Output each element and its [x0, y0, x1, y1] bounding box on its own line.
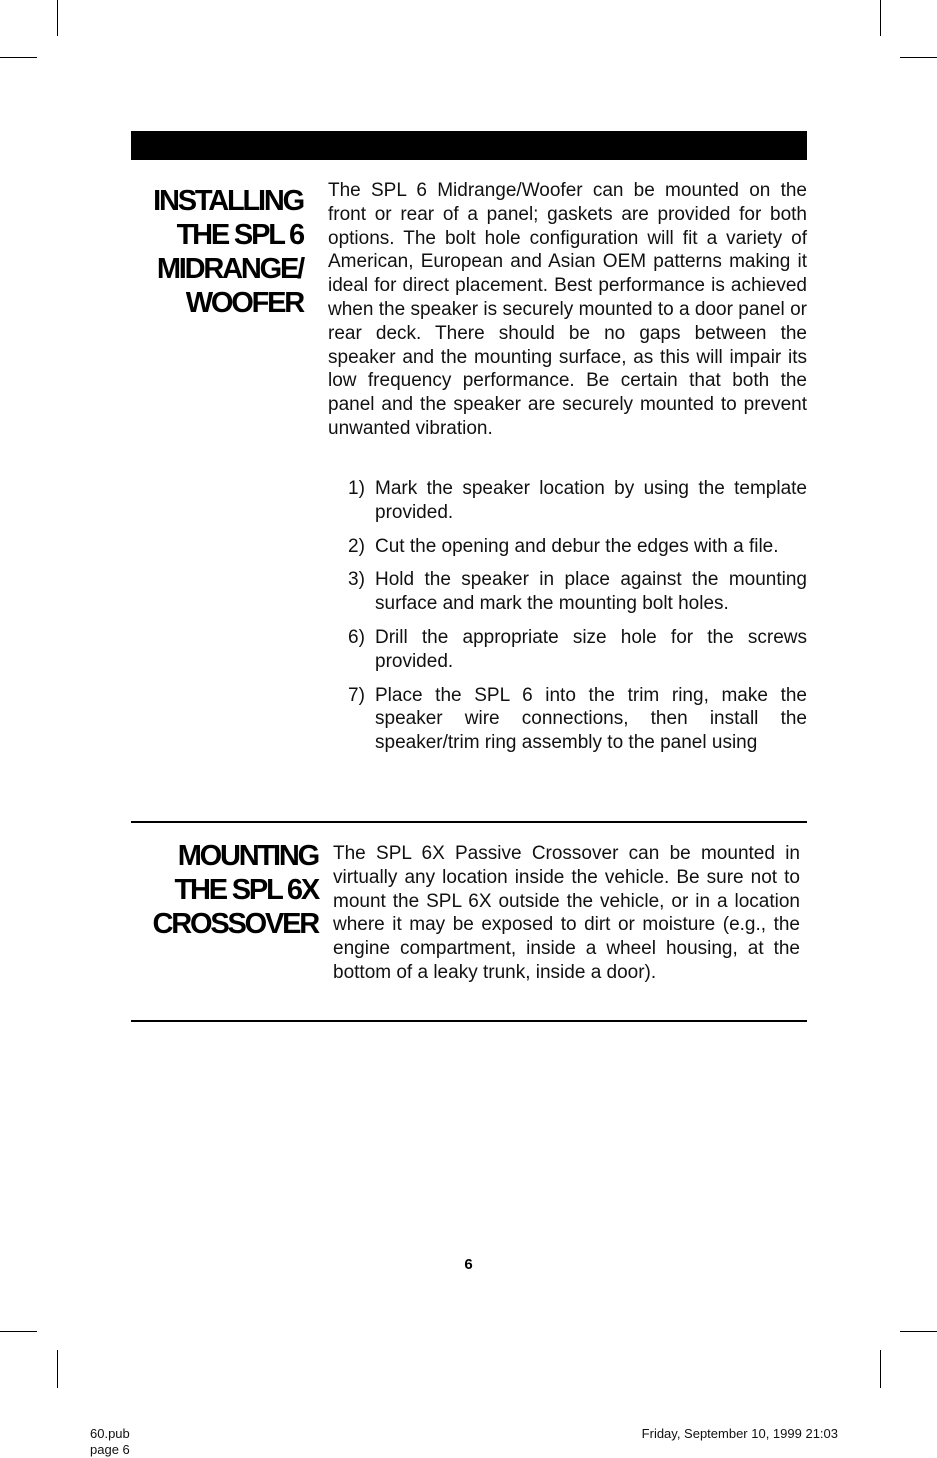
step-number: 6) [348, 626, 365, 648]
heading-line: THE SPL 6X [174, 874, 318, 906]
installing-heading [131, 184, 303, 320]
mounting-heading [131, 839, 318, 941]
heading-line: MIDRANGE/ [156, 253, 303, 285]
step-number: 3) [348, 569, 365, 591]
step-item [348, 477, 807, 525]
heading-line: THE SPL 6 [176, 219, 303, 251]
mounting-body: The SPL 6X Passive Crossover can be mounted in virtually any location inside the vehicle. Be sure not to mount the SPL 6X outside the vehicle, or in a location where it may be exposed to dirt or moisture (e.g., the engine compartment, inside a wheel housing, at the bottom of a leaky trunk, inside a door). [333, 843, 800, 983]
heading-line: WOOFER [185, 287, 303, 319]
crop-mark [57, 0, 58, 36]
step-text: Hold the speaker in place against the mounting surface and mark the mounting bolt holes. [375, 569, 807, 615]
heading-line: MOUNTING [177, 840, 318, 872]
footer-page: page 6 [90, 1442, 130, 1457]
installation-steps [348, 477, 807, 765]
step-text: Drill the appropriate size hole for the screws provided. [375, 626, 807, 672]
step-number: 2) [348, 535, 365, 557]
step-item [348, 568, 807, 616]
step-item [348, 684, 807, 755]
crop-mark [880, 1350, 881, 1388]
step-item [348, 626, 807, 674]
crop-mark [900, 1331, 937, 1332]
crop-mark [900, 57, 937, 58]
step-text: Cut the opening and debur the edges with a file. [375, 535, 779, 557]
crop-mark [880, 0, 881, 36]
crop-mark [57, 1350, 58, 1388]
footer-timestamp: Friday, September 10, 1999 21:03 [641, 1426, 838, 1441]
heading-line: CROSSOVER [152, 908, 318, 940]
step-number: 1) [348, 478, 365, 499]
step-number: 7) [348, 684, 365, 706]
step-text: Place the SPL 6 into the trim ring, make the speaker wire connections, then install the speaker/trim ring assembly to the panel using [375, 684, 807, 754]
crop-mark [0, 1331, 37, 1332]
footer-file-info [90, 1426, 130, 1458]
page-number: 6 [464, 1256, 473, 1273]
step-text: Mark the speaker location by using the template provided. [375, 478, 807, 523]
section-divider [131, 1020, 807, 1022]
heading-line: INSTALLING [153, 185, 303, 217]
header-bar [131, 131, 807, 160]
step-item [348, 535, 807, 559]
section-divider [131, 821, 807, 823]
crop-mark [0, 57, 37, 58]
installing-body: The SPL 6 Midrange/Woofer can be mounted on the front or rear of a panel; gaskets are provided for both options. The bolt hole configuration will fit a variety of American, European and Asian OEM patterns making it ideal for direct placement. Best performance is achieved when the speaker is securely mounted to a door panel or rear deck. There should be no gaps between the speaker and the mounting surface, as this will impair its low frequency performance. Be certain that both the panel and the speaker are securely mounted to prevent unwanted vibration. [328, 180, 807, 439]
footer-filename: 60.pub [90, 1426, 130, 1441]
